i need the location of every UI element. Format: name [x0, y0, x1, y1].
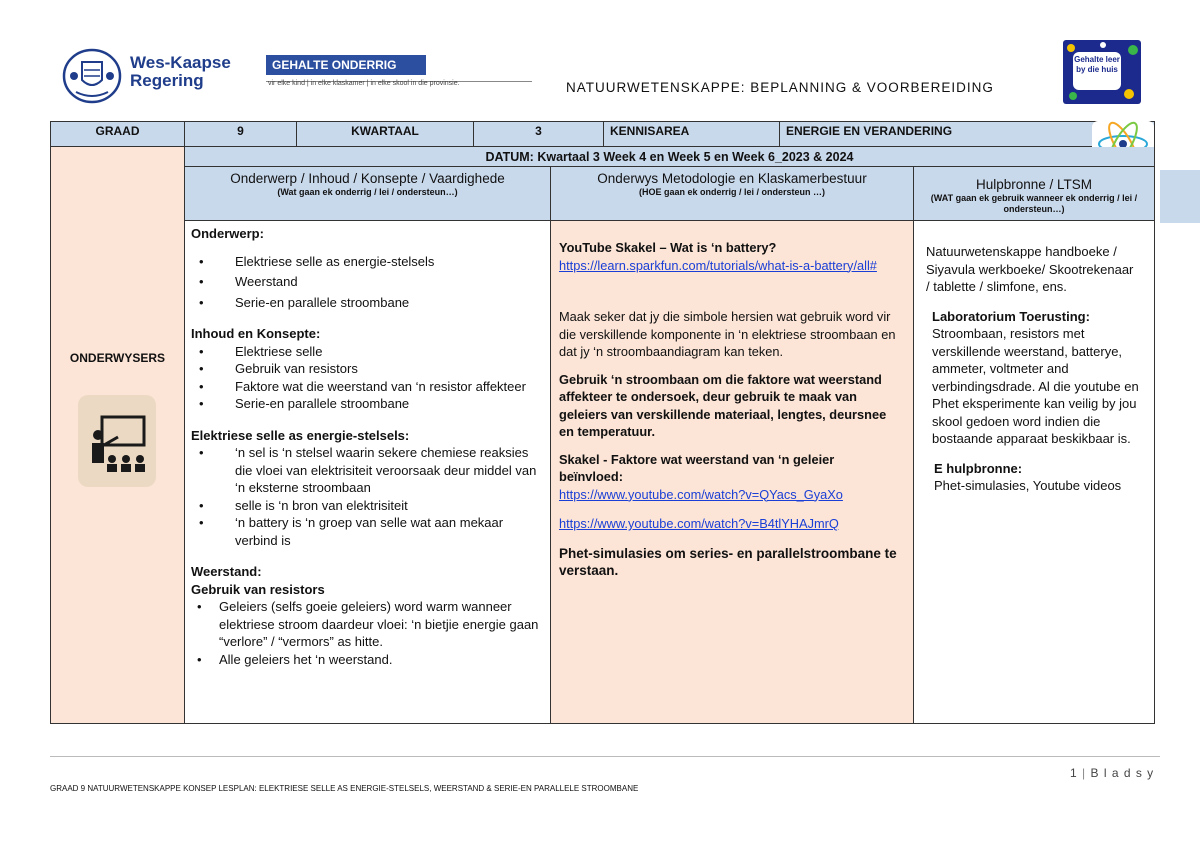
- stroombaan-text: Gebruik ‘n stroombaan om die faktore wat weerstand affekteer te ondersoek, deur gebruik te maak van geleiers van verskillende materiaal, lengtes, deursnee en temperatuur.: [559, 371, 887, 439]
- selle-heading: Elektriese selle as energie-stelsels:: [191, 427, 410, 443]
- col1-subtitle: (Wat gaan ek onderrig / lei / ondersteun…): [277, 187, 458, 197]
- selle-item: • ‘n battery is ‘n groep van selle wat aan mekaar verbind is: [191, 514, 542, 549]
- simbole-text: Maak seker dat jy die simbole hersien wat gebruik word vir die verskillende komponente in ‘n elektriese stroombaan en dat jy ‘n stroombaandiagram kan teken.: [559, 309, 896, 359]
- sparkfun-link[interactable]: https://learn.sparkfun.com/tutorials/what-is-a-battery/all#: [559, 257, 877, 273]
- lab-text: Stroombaan, resistors met verskillende weerstand, batterye, ammeter, voltmeter and verbindingsdrade. Al die youtube en Phet eksperimente kan veilig by jou skool gedoen word indien die bostaande apparaat beskikbaar is.: [932, 326, 1139, 446]
- badge-text: Gehalte leer by die huis: [1073, 52, 1121, 90]
- gehalte-leer-badge: [1063, 40, 1141, 104]
- col2-title: Onderwys Metodologie en Klaskamerbestuur: [597, 171, 867, 186]
- col2-subtitle: (HOE gaan ek onderrig / lei / ondersteun …): [638, 187, 826, 197]
- coat-of-arms-icon: [62, 48, 122, 104]
- teacher-classroom-icon: [78, 395, 156, 487]
- datum-row: DATUM: Kwartaal 3 Week 4 en Week 5 en Week 6_2023 & 2024: [185, 147, 1155, 167]
- side-blue-tab: [1160, 170, 1200, 223]
- resistors-heading: Gebruik van resistors: [191, 581, 325, 597]
- col3-header: [914, 167, 1155, 221]
- onderwerp-item: • Elektriese selle as energie-stelsels: [191, 253, 542, 271]
- inhoud-heading: Inhoud en Konsepte:: [191, 326, 321, 341]
- e-resources-heading: E hulpbronne:: [934, 460, 1023, 476]
- phet-text: Phet-simulasies om series- en parallelstroombane te verstaan.: [559, 545, 897, 578]
- page-title: NATUURWETENSKAPPE: BEPLANNING & VOORBEREIDING: [566, 80, 994, 95]
- resources-intro: Natuurwetenskappe handboeke / Siyavula werkboeke/ Skootrekenaar / tablette / slimfone, ens.: [926, 244, 1134, 294]
- onderwerp-item: • Weerstand: [191, 273, 542, 291]
- org-line2: Regering: [130, 71, 204, 90]
- youtube-link-1[interactable]: https://www.youtube.com/watch?v=QYacs_GyaXo: [559, 486, 843, 502]
- youtube-link-2[interactable]: https://www.youtube.com/watch?v=B4tlYHAJmrQ: [559, 516, 839, 531]
- resistors-item: • Alle geleiers het ‘n weerstand.: [191, 651, 542, 669]
- col1-title: Onderwerp / Inhoud / Konsepte / Vaardighede: [230, 171, 505, 186]
- inhoud-item: • Faktore wat die weerstand van ‘n resistor affekteer: [191, 378, 542, 396]
- footer-divider: [50, 756, 1160, 757]
- col3-title: Hulpbronne / LTSM: [975, 177, 1093, 192]
- col3-body: [914, 221, 1155, 724]
- page-number-value: 1: [1070, 766, 1078, 780]
- weerstand-heading: Weerstand:: [191, 564, 262, 579]
- kwartaal-label: KWARTAAL: [297, 122, 474, 146]
- footer-text: GRAAD 9 NATUURWETENSKAPPE KONSEP LESPLAN: ELEKTRIESE SELLE AS ENERGIE-STELSELS, WEERSTAND & SERIE-EN PARALLELE STROOMBANE: [50, 784, 639, 793]
- skakel-heading: Skakel - Faktore wat weerstand van ‘n geleier beïnvloed:: [559, 451, 835, 484]
- org-line1: Wes-Kaapse: [130, 53, 231, 72]
- kennisarea-value: ENERGIE EN VERANDERING: [786, 124, 953, 138]
- page-number: 1 | B l a d s y: [1070, 766, 1155, 780]
- graad-value: 9: [185, 122, 297, 146]
- page-word: B l a d s y: [1090, 766, 1155, 780]
- col3-subtitle: (WAT gaan ek gebruik wanneer ek onderrig / lei / ondersteun…): [930, 193, 1138, 214]
- col1-body: [185, 221, 551, 724]
- col2-body: [551, 221, 914, 724]
- col1-header: [185, 167, 551, 221]
- youtube-heading: YouTube Skakel – Wat is ‘n battery?: [559, 240, 777, 255]
- teacher-label: ONDERWYSERS: [69, 351, 166, 365]
- info-row: [50, 121, 1155, 147]
- org-name: [130, 54, 231, 90]
- graad-label: GRAAD: [51, 122, 185, 146]
- lab-heading: Laboratorium Toerusting:: [932, 308, 1090, 324]
- banner-title: GEHALTE ONDERRIG: [266, 55, 426, 75]
- onderwerp-item: • Serie-en parallele stroombane: [191, 294, 542, 312]
- selle-item: • selle is ‘n bron van elektrisiteit: [191, 497, 542, 515]
- kennisarea-label: KENNISAREA: [604, 122, 780, 146]
- inhoud-item: • Elektriese selle: [191, 343, 542, 361]
- banner-subtitle: vir elke kind | in elke klaskamer | in elke skool in die provinsie.: [268, 80, 460, 87]
- resistors-item: • Geleiers (selfs goeie geleiers) word warm wanneer elektriese stroom daardeur vloei: ‘n bietjie energie gaan “verlore” / “vermors” as hitte.: [191, 598, 542, 651]
- selle-item: • ‘n sel is ‘n stelsel waarin sekere chemiese reaksies die vloei van elektrisiteit veroorsaak deur middel van ‘n eksterne stroombaan: [191, 444, 542, 497]
- onderwerp-heading: Onderwerp:: [191, 226, 264, 241]
- e-resources-text: Phet-simulasies, Youtube videos: [934, 478, 1122, 493]
- kwartaal-value: 3: [474, 122, 604, 146]
- inhoud-item: • Serie-en parallele stroombane: [191, 395, 542, 413]
- inhoud-item: • Gebruik van resistors: [191, 360, 542, 378]
- col2-header: [551, 167, 914, 221]
